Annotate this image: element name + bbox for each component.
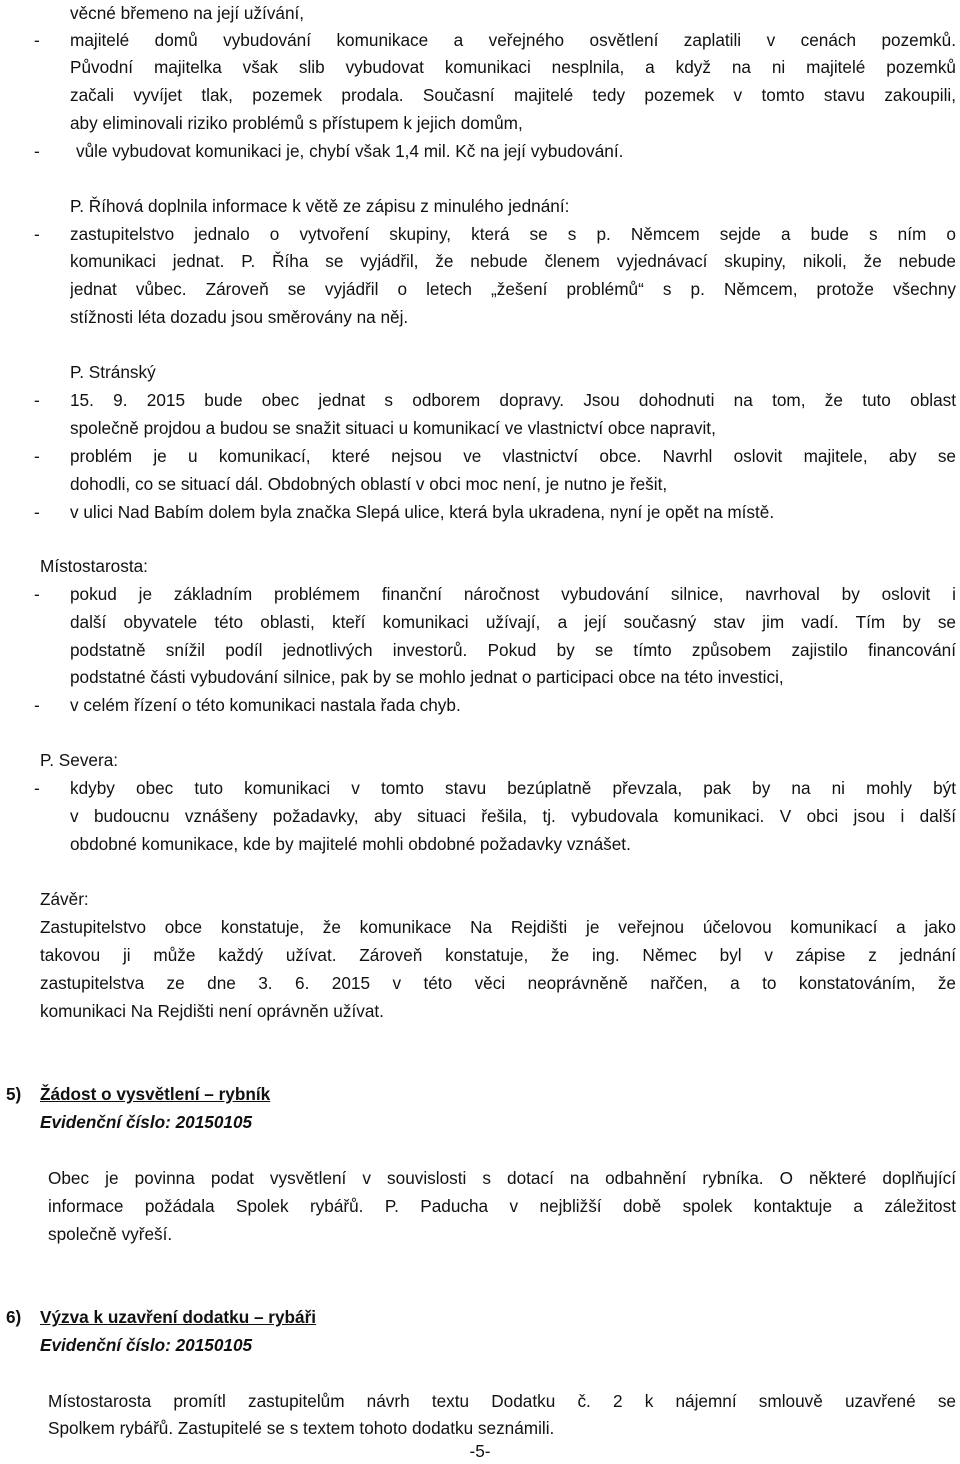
evidence-number: Evidenční číslo: 20150105 xyxy=(40,1112,253,1132)
text-line: stížnosti léta dozadu jsou směrovány na něj. xyxy=(70,307,409,327)
text-line: majitelé domů vybudování komunikace a veřejného osvětlení zaplatili v cenách pozemků. xyxy=(70,30,956,50)
bullet-dash: - xyxy=(34,390,40,410)
text-line: informace požádala Spolek rybářů. P. Paducha v nejbližší době spolek kontaktuje a záležitost xyxy=(48,1196,956,1216)
text-line: dohodli, co se situací dál. Obdobných oblastí v obci moc není, je nutno je řešit, xyxy=(70,474,668,494)
text-line: Místostarosta promítl zastupitelům návrh textu Dodatku č. 2 k nájemní smlouvě uzavřené se xyxy=(48,1391,956,1411)
text-line: Zastupitelstvo obce konstatuje, že komunikace Na Rejdišti je veřejnou účelovou komunikací a jako xyxy=(40,917,956,937)
bullet-dash: - xyxy=(34,224,40,244)
text-line: komunikaci jednat. P. Říha se vyjádřil, že nebude členem vyjednávací skupiny, nikoli, že nebude xyxy=(70,251,956,271)
text-line: Spolkem rybářů. Zastupitelé se s textem tohoto dodatku seznámili. xyxy=(48,1418,555,1438)
item-title: Žádost o vysvětlení – rybník xyxy=(40,1084,271,1104)
item-number: 5) xyxy=(6,1084,22,1104)
text-line: začali vyvíjet tlak, pozemek prodala. Současní majitelé tedy pozemek v tomto stavu zakoupili, xyxy=(70,85,956,105)
text-line: v celém řízení o této komunikaci nastala řada chyb. xyxy=(70,695,461,715)
text-line: pokud je základním problémem finanční náročnost vybudování silnice, navrhoval by oslovit i xyxy=(70,584,956,604)
text-line: takovou ji může každý užívat. Zároveň konstatuje, že ing. Němec byl v zápise z jednání xyxy=(40,945,956,965)
text-line: v budoucnu vznášeny požadavky, aby situaci řešila, tj. vybudovala komunikaci. V obci jsou i další xyxy=(70,806,956,826)
text-line: společně projdou a budou se snažit situaci u komunikací ve vlastnictví obce napravit, xyxy=(70,418,716,438)
evidence-number: Evidenční číslo: 20150105 xyxy=(40,1335,253,1355)
text-line: jednat vůbec. Zároveň se vyjádřil o letech „žešení problémů“ s p. Němcem, protože všechny xyxy=(70,279,956,299)
text-line: kdyby obec tuto komunikaci v tomto stavu bezúplatně převzala, pak by na ni mohly být xyxy=(70,778,956,798)
text-line: obdobné komunikace, kde by majitelé mohli obdobné požadavky vznášet. xyxy=(70,834,631,854)
text-line: zastupitelstvo jednalo o vytvoření skupiny, která se s p. Němcem sejde a bude s ním o xyxy=(70,224,956,244)
text-line: v ulici Nad Babím dolem byla značka Slepá ulice, která byla ukradena, nyní je opět na místě. xyxy=(70,502,775,522)
text-line: Obec je povinna podat vysvětlení v souvislosti s dotací na odbahnění rybníka. O některé doplňující xyxy=(48,1168,956,1188)
text-line: aby eliminovali riziko problémů s přístupem k jejich domům, xyxy=(70,113,523,133)
speaker-name: Místostarosta: xyxy=(40,556,148,576)
bullet-dash: - xyxy=(34,446,40,466)
text-line: zastupitelstva ze dne 3. 6. 2015 v této věci neoprávněně nařčen, a to konstatováním, že xyxy=(40,973,956,993)
text-line: společně vyřeší. xyxy=(48,1224,173,1244)
bullet-dash: - xyxy=(34,695,40,715)
text-line: podstatně snížil podíl jednotlivých investorů. Pokud by se tímto způsobem zajistilo financování xyxy=(70,640,956,660)
item-number: 6) xyxy=(6,1307,22,1327)
text-line: Původní majitelka však slib vybudovat komunikaci nesplnila, a když na ni majitelé pozemků xyxy=(70,57,956,77)
text-line: 15. 9. 2015 bude obec jednat s odborem dopravy. Jsou dohodnuti na tom, že tuto oblast xyxy=(70,390,956,410)
text-line: P. Říhová doplnila informace k větě ze zápisu z minulého jednání: xyxy=(70,196,570,216)
conclusion-heading: Závěr: xyxy=(40,889,89,909)
text-line: problém je u komunikací, které nejsou ve vlastnictví obce. Navrhl oslovit majitele, aby se xyxy=(70,446,956,466)
bullet-dash: - xyxy=(34,30,40,50)
speaker-name: P. Severa: xyxy=(40,750,119,770)
bullet-dash: - xyxy=(34,778,40,798)
page-number: -5- xyxy=(469,1441,491,1461)
text-line: další obyvatele této oblasti, kteří komunikaci užívají, a její současný stav jim vadí. Tím by se xyxy=(70,612,956,632)
text-line: podstatné části vybudování silnice, pak by se mohlo jednat o participaci obce na této investici, xyxy=(70,667,784,687)
text-line: komunikaci Na Rejdišti není oprávněn užívat. xyxy=(40,1001,384,1021)
bullet-dash: - xyxy=(34,502,40,522)
text-line: věcné břemeno na její užívání, xyxy=(70,3,305,23)
bullet-dash: - xyxy=(34,141,40,161)
bullet-dash: - xyxy=(34,584,40,604)
text-line: vůle vybudovat komunikaci je, chybí však 1,4 mil. Kč na její vybudování. xyxy=(76,141,624,161)
item-title: Výzva k uzavření dodatku – rybáři xyxy=(40,1307,317,1327)
speaker-name: P. Stránský xyxy=(70,362,156,382)
